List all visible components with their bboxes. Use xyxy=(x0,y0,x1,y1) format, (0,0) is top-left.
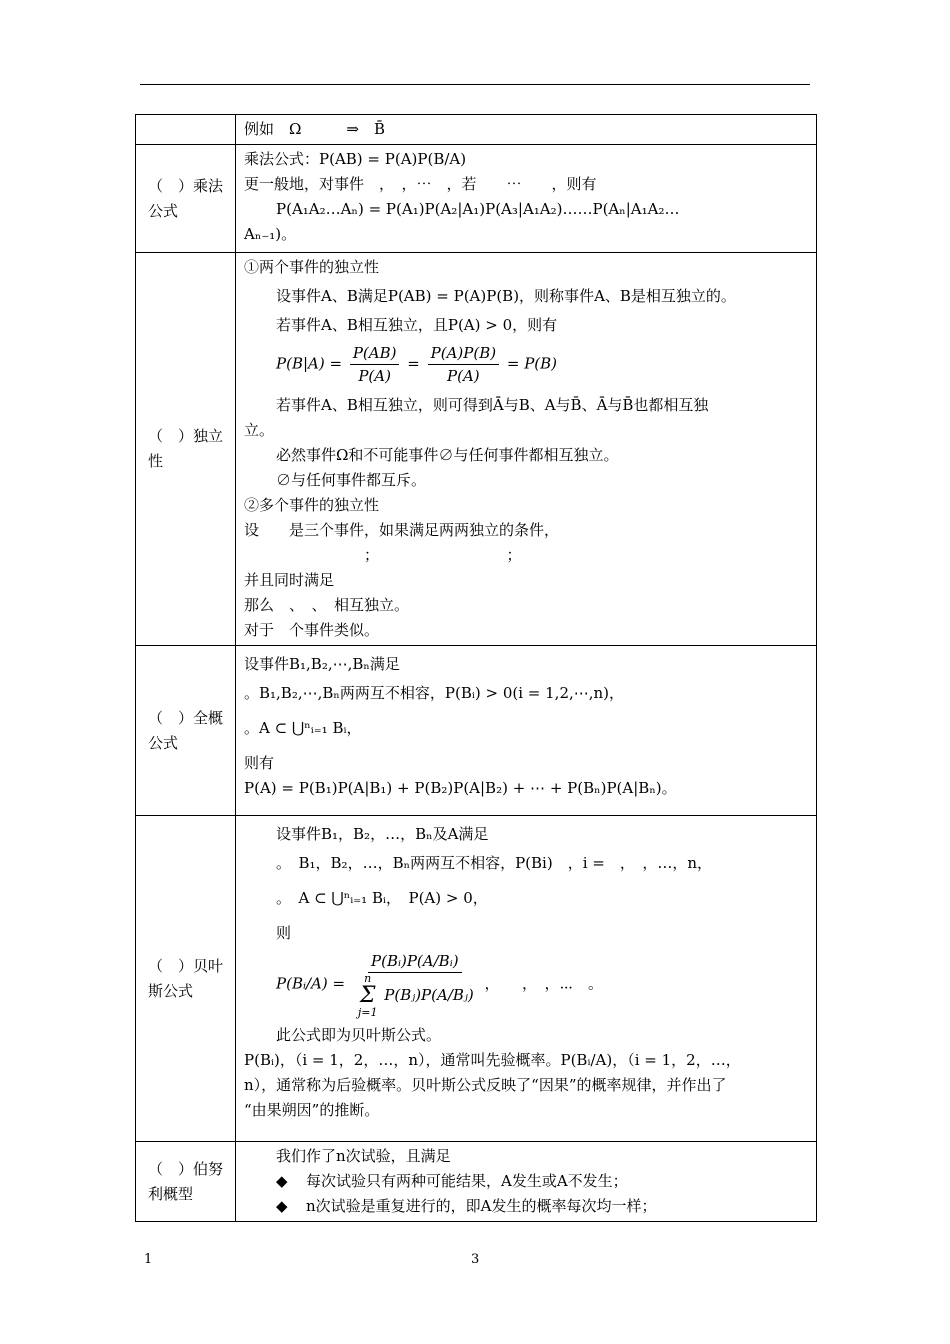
text-line: 。 B₁，B₂，…，Bₙ两两互不相容，P(Bi) ，i = ， ，…，n， xyxy=(276,854,712,872)
fraction xyxy=(350,342,400,387)
text-line: 设 是三个事件，如果满足两两独立的条件， xyxy=(244,521,560,539)
footer-left-number: 1 xyxy=(144,1252,153,1267)
page-number: 3 xyxy=(471,1252,480,1267)
text-line: 。A ⊂ ⋃ⁿᵢ₌₁ Bᵢ， xyxy=(244,719,362,737)
table-row xyxy=(136,115,817,145)
text-line: 并且同时满足 xyxy=(244,571,335,589)
summation xyxy=(358,973,378,1019)
formula-tail: ， ， ，⋯ 。 xyxy=(484,974,604,993)
text-line: 此公式即为贝叶斯公式。 xyxy=(276,1026,442,1044)
fraction-numerator: P(Bᵢ)P(A/Bᵢ) xyxy=(368,950,462,973)
diamond-bullet-icon: ◆ xyxy=(276,1197,288,1215)
text-line: 。 A ⊂ ⋃ⁿᵢ₌₁ Bᵢ， P(A) > 0， xyxy=(276,889,488,907)
table-row xyxy=(136,1142,817,1222)
text-line: 那么 、 、 相互独立。 xyxy=(244,596,410,614)
text-line: 我们作了n次试验，且满足 xyxy=(276,1147,451,1165)
text-line: ； ； xyxy=(364,546,522,564)
text-line: 。B₁,B₂,⋯,Bₙ两两互不相容，P(Bᵢ) > 0(i = 1,2,⋯,n)， xyxy=(244,684,625,702)
row-label: （ ）独立性 xyxy=(136,253,236,646)
bullet-item xyxy=(244,1169,810,1194)
row-content xyxy=(236,253,817,646)
sum-upper: n xyxy=(364,972,372,985)
text-line: 立。 xyxy=(244,421,275,439)
bullet-item xyxy=(244,1194,810,1219)
content-table xyxy=(135,114,817,1222)
table-row xyxy=(136,145,817,253)
table-row xyxy=(136,816,817,1142)
denominator-term: P(Bⱼ)P(A/Bⱼ) xyxy=(384,986,474,1004)
formula-rhs: = P(B) xyxy=(506,354,558,373)
equals-sign: = xyxy=(407,354,420,373)
text-line: 若事件A、B相互独立，则可得到Ā与B、A与B̄、Ā与B̄也都相互独 xyxy=(276,396,709,414)
row-label: （ ）伯努利概型 xyxy=(136,1142,236,1222)
bayes-formula xyxy=(244,950,810,1019)
formula-line: Aₙ₋₁)。 xyxy=(244,225,297,243)
text-line: 设事件A、B满足P(AB) = P(A)P(B)，则称事件A、B是相互独立的。 xyxy=(276,287,736,305)
table-row xyxy=(136,253,817,646)
sigma-icon: Σ xyxy=(359,983,376,1008)
diamond-bullet-icon: ◆ xyxy=(276,1172,288,1190)
fraction xyxy=(353,950,477,1019)
row-content xyxy=(236,1142,817,1222)
row-content xyxy=(236,115,817,145)
table-row xyxy=(136,646,817,816)
text-line: “由果朔因”的推断。 xyxy=(244,1101,380,1119)
fraction-numerator: P(AB) xyxy=(350,342,400,365)
formula-lhs: P(B|A) = xyxy=(276,354,343,373)
row-content xyxy=(236,816,817,1142)
fraction-denominator: P(A) xyxy=(358,367,391,385)
formula-lhs: P(Bᵢ/A) = xyxy=(276,974,346,993)
header-rule xyxy=(140,84,810,85)
row-label: （ ）乘法公式 xyxy=(136,145,236,253)
text-line: 乘法公式：P(AB) = P(A)P(B/A) xyxy=(244,150,467,168)
section-heading: ①两个事件的独立性 xyxy=(244,258,380,276)
text-line: 必然事件Ω和不可能事件∅与任何事件都相互独立。 xyxy=(276,446,619,464)
sum-lower: j=1 xyxy=(357,1006,378,1019)
example-line: 例如 Ω ⇒ B̄ xyxy=(244,120,386,138)
text-line: P(Bᵢ)，（i = 1，2，…，n），通常叫先验概率。P(Bᵢ/A)，（i = 1，2，…， xyxy=(244,1051,741,1069)
row-label xyxy=(136,115,236,145)
text-line: 若事件A、B相互独立，且P(A) > 0，则有 xyxy=(276,316,558,334)
text-line: 则 xyxy=(276,924,292,942)
formula-line: P(A₁A₂…Aₙ) = P(A₁)P(A₂|A₁)P(A₃|A₁A₂)……P(Aₙ|A₁A₂… xyxy=(276,200,680,218)
text-line: 更一般地，对事件 ， ，⋯ ，若 ⋯ ，则有 xyxy=(244,175,597,193)
text-line: 则有 xyxy=(244,754,275,772)
bullet-text: 每次试验只有两种可能结果，A发生或A不发生； xyxy=(306,1172,628,1190)
fraction-denominator: P(A) xyxy=(447,367,480,385)
bullet-text: n次试验是重复进行的，即A发生的概率每次均一样； xyxy=(306,1197,657,1215)
row-label: （ ）贝叶斯公式 xyxy=(136,816,236,1142)
fraction xyxy=(428,342,499,387)
fraction-numerator: P(A)P(B) xyxy=(428,342,499,365)
text-line: n），通常称为后验概率。贝叶斯公式反映了“因果”的概率规律，并作出了 xyxy=(244,1076,727,1094)
row-content xyxy=(236,145,817,253)
text-line: 设事件B₁,B₂,⋯,Bₙ满足 xyxy=(244,655,400,673)
section-heading: ②多个事件的独立性 xyxy=(244,496,380,514)
fraction-formula xyxy=(244,342,810,387)
text-line: 对于 个事件类似。 xyxy=(244,621,380,639)
text-line: ∅与任何事件都互斥。 xyxy=(276,471,427,489)
row-label: （ ）全概公式 xyxy=(136,646,236,816)
fraction-denominator xyxy=(353,973,477,1019)
row-content xyxy=(236,646,817,816)
text-line: 设事件B₁，B₂，…，Bₙ及A满足 xyxy=(276,825,489,843)
formula-line: P(A) = P(B₁)P(A|B₁) + P(B₂)P(A|B₂) + ⋯ + P(Bₙ)P(A|Bₙ)。 xyxy=(244,779,677,797)
